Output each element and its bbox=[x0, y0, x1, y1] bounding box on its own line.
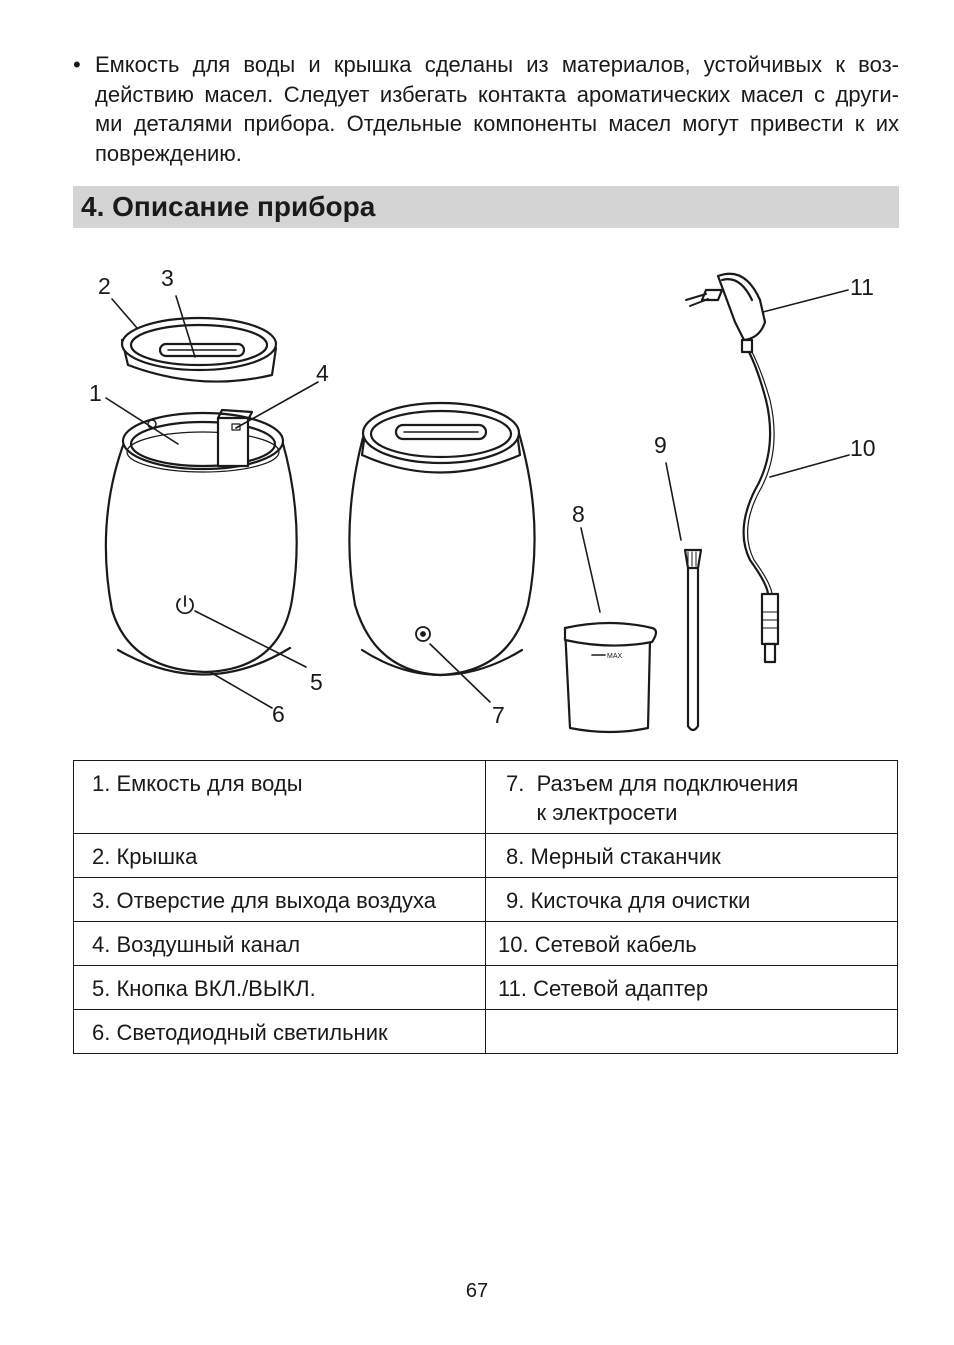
part-item-empty bbox=[486, 1010, 898, 1054]
cleaning-brush-illustration bbox=[685, 550, 701, 730]
part-item: 3. Отверстие для выхода воздуха bbox=[74, 878, 486, 922]
intro-bullet bbox=[73, 50, 899, 168]
callout-8: 8 bbox=[572, 501, 585, 527]
power-adapter-illustration bbox=[686, 274, 765, 352]
callout-7: 7 bbox=[492, 702, 505, 728]
connector-icon bbox=[416, 627, 430, 641]
part-item: 11. Сетевой адаптер bbox=[486, 966, 898, 1010]
cup-max-label: MAX bbox=[607, 653, 623, 660]
assembled-device-illustration bbox=[349, 403, 534, 675]
callout-10: 10 bbox=[850, 435, 876, 461]
callout-5: 5 bbox=[310, 669, 323, 695]
callout-6: 6 bbox=[272, 701, 285, 727]
table-row bbox=[74, 834, 898, 878]
part-item-line: 7. Разъем для подключения bbox=[506, 771, 799, 796]
section-heading: 4. Описание прибора bbox=[73, 186, 899, 228]
callout-9: 9 bbox=[654, 432, 667, 458]
part-item: 4. Воздушный канал bbox=[74, 922, 486, 966]
callout-4: 4 bbox=[316, 360, 329, 386]
table-row bbox=[74, 1010, 898, 1054]
table-row bbox=[74, 878, 898, 922]
measuring-cup-illustration bbox=[565, 623, 656, 732]
intro-paragraph bbox=[95, 50, 899, 168]
part-item: 6. Светодиодный светильник bbox=[74, 1010, 486, 1054]
page-number: 67 bbox=[465, 1280, 489, 1302]
part-item: 1. Емкость для воды bbox=[74, 761, 486, 834]
device-diagram bbox=[0, 250, 954, 750]
part-item: 9. Кисточка для очистки bbox=[486, 878, 898, 922]
parts-table bbox=[73, 760, 898, 1054]
callout-3: 3 bbox=[161, 265, 174, 291]
intro-line: повреждению. bbox=[95, 140, 242, 166]
part-item: 5. Кнопка ВКЛ./ВЫКЛ. bbox=[74, 966, 486, 1010]
table-row bbox=[74, 922, 898, 966]
part-item: 8. Мерный стаканчик bbox=[486, 834, 898, 878]
part-item bbox=[486, 761, 898, 834]
bullet-dot: • bbox=[73, 52, 81, 77]
callout-2: 2 bbox=[98, 273, 111, 299]
table-row bbox=[74, 966, 898, 1010]
intro-line: действию масел. Следует избегать контакта ароматических масел с други- bbox=[95, 81, 899, 107]
intro-line: Емкость для воды и крышка сделаны из материалов, устойчивых к воз- bbox=[95, 52, 899, 77]
part-item: 2. Крышка bbox=[74, 834, 486, 878]
power-cable-illustration bbox=[744, 352, 778, 662]
table-row bbox=[74, 761, 898, 834]
callout-1: 1 bbox=[89, 380, 102, 406]
part-item-line: к электросети bbox=[506, 800, 678, 825]
water-tank-illustration bbox=[106, 410, 297, 675]
callout-11: 11 bbox=[850, 274, 874, 300]
intro-line: ми деталями прибора. Отдельные компоненты масел могут привести к их bbox=[95, 111, 899, 136]
power-icon bbox=[177, 596, 193, 613]
lid-illustration bbox=[122, 318, 276, 382]
part-item: 10. Сетевой кабель bbox=[486, 922, 898, 966]
